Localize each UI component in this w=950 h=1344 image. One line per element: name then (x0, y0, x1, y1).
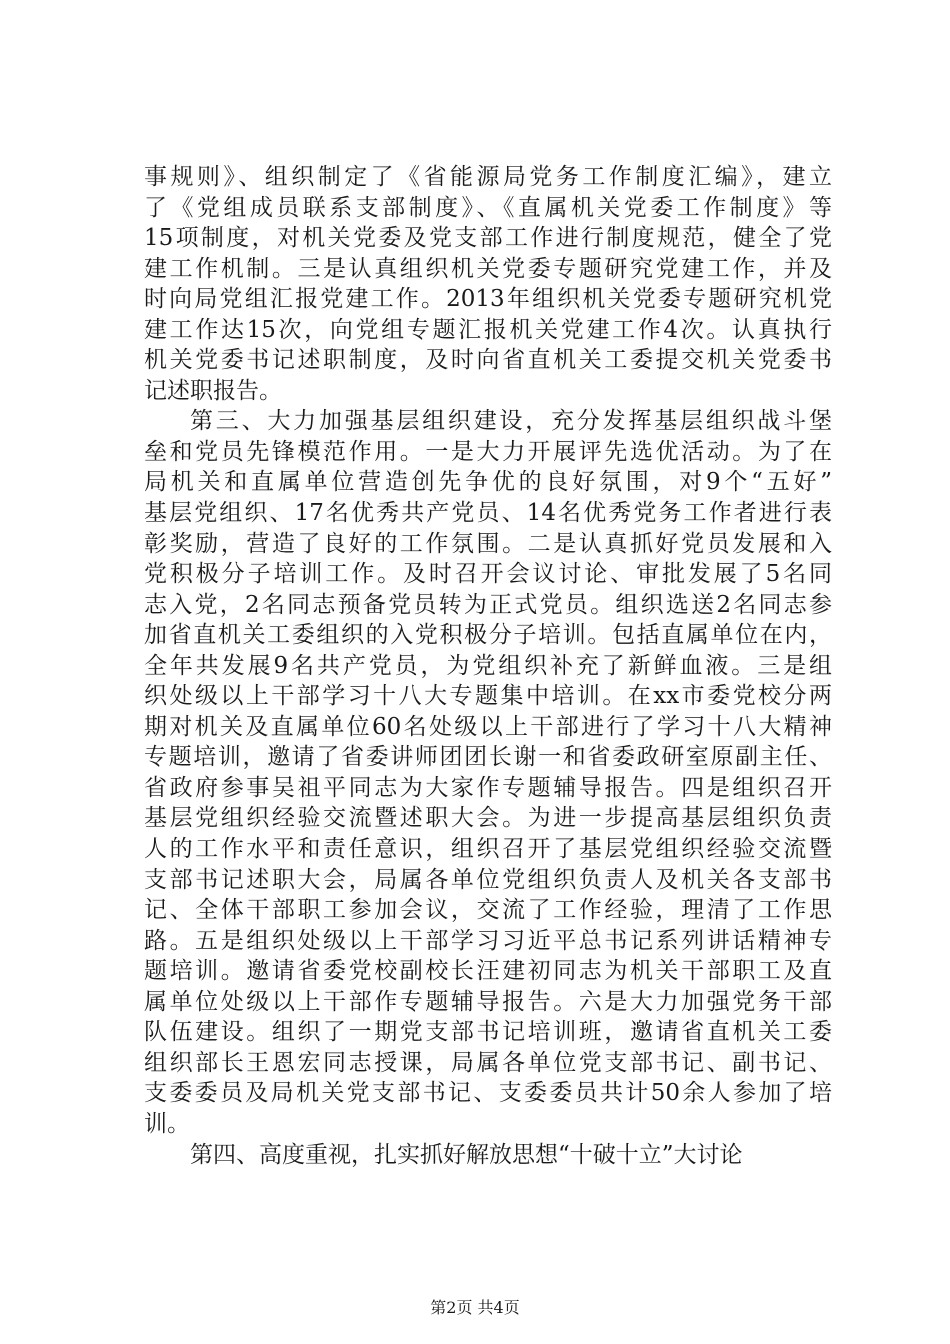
text-line: 15项制度，对机关党委及党支部工作进行制度规范，健全了党 (144, 225, 832, 252)
page-number-footer: 第2页 共4页 (430, 1298, 520, 1317)
text-line: 彰奖励，营造了良好的工作氛围。二是认真抓好党员发展和入 (144, 530, 832, 557)
text-line: 支部书记述职大会，局属各单位党组织负责人及机关各支部书 (144, 866, 832, 893)
text-line: 机关党委书记述职制度，及时向省直机关工委提交机关党委书 (144, 347, 832, 374)
text-line: 第三、大力加强基层组织建设，充分发挥基层组织战斗堡 (190, 408, 832, 435)
text-line: 训。 (144, 1110, 190, 1137)
text-line: 题培训。邀请省委党校副校长汪建初同志为机关干部职工及直 (144, 958, 832, 985)
text-line: 局机关和直属单位营造创先争优的良好氛围，对9个“五好” (144, 469, 832, 496)
text-line: 基层党组织经验交流暨述职大会。为进一步提高基层组织负责 (144, 805, 832, 832)
text-line: 路。五是组织处级以上干部学习习近平总书记系列讲话精神专 (144, 927, 832, 954)
text-line: 基层党组织、17名优秀共产党员、14名优秀党务工作者进行表 (144, 500, 832, 527)
text-line: 全年共发展9名共产党员，为党组织补充了新鲜血液。三是组 (144, 652, 832, 679)
text-line: 人的工作水平和责任意识，组织召开了基层党组织经验交流暨 (144, 836, 832, 863)
text-line: 织处级以上干部学习十八大专题集中培训。在xx市委党校分两 (144, 683, 832, 710)
text-line: 了《党组成员联系支部制度》、《直属机关党委工作制度》等 (144, 194, 832, 221)
text-line: 支委委员及局机关党支部书记、支委委员共计50余人参加了培 (144, 1080, 832, 1107)
text-line: 时向局党组汇报党建工作。2013年组织机关党委专题研究机党 (144, 286, 832, 313)
document-body (144, 162, 832, 1170)
text-line: 队伍建设。组织了一期党支部书记培训班，邀请省直机关工委 (144, 1019, 832, 1046)
paragraph (144, 162, 832, 406)
text-line: 省政府参事吴祖平同志为大家作专题辅导报告。四是组织召开 (144, 774, 832, 801)
text-line: 加省直机关工委组织的入党积极分子培训。包括直属单位在内， (144, 622, 832, 649)
text-line: 事规则》、组织制定了《省能源局党务工作制度汇编》，建立 (144, 164, 832, 190)
text-line: 第四、高度重视，扎实抓好解放思想“十破十立”大讨论 (190, 1141, 743, 1168)
text-line: 记述职报告。 (144, 377, 282, 404)
text-line: 属单位处级以上干部作专题辅导报告。六是大力加强党务干部 (144, 988, 832, 1015)
text-line: 期对机关及直属单位60名处级以上干部进行了学习十八大精神 (144, 713, 832, 740)
text-line: 垒和党员先锋模范作用。一是大力开展评先选优活动。为了在 (144, 438, 832, 465)
text-line: 志入党，2名同志预备党员转为正式党员。组织选送2名同志参 (144, 591, 832, 618)
paragraph (144, 1140, 832, 1171)
text-line: 专题培训，邀请了省委讲师团团长谢一和省委政研室原副主任、 (144, 744, 832, 771)
text-line: 记、全体干部职工参加会议，交流了工作经验，理清了工作思 (144, 897, 832, 924)
text-line: 建工作机制。三是认真组织机关党委专题研究党建工作，并及 (144, 255, 832, 282)
text-line: 组织部长王恩宏同志授课，局属各单位党支部书记、副书记、 (144, 1049, 832, 1076)
text-line: 党积极分子培训工作。及时召开会议讨论、审批发展了5名同 (144, 561, 832, 588)
text-line: 建工作达15次，向党组专题汇报机关党建工作4次。认真执行 (144, 316, 832, 343)
paragraph (144, 406, 832, 1139)
